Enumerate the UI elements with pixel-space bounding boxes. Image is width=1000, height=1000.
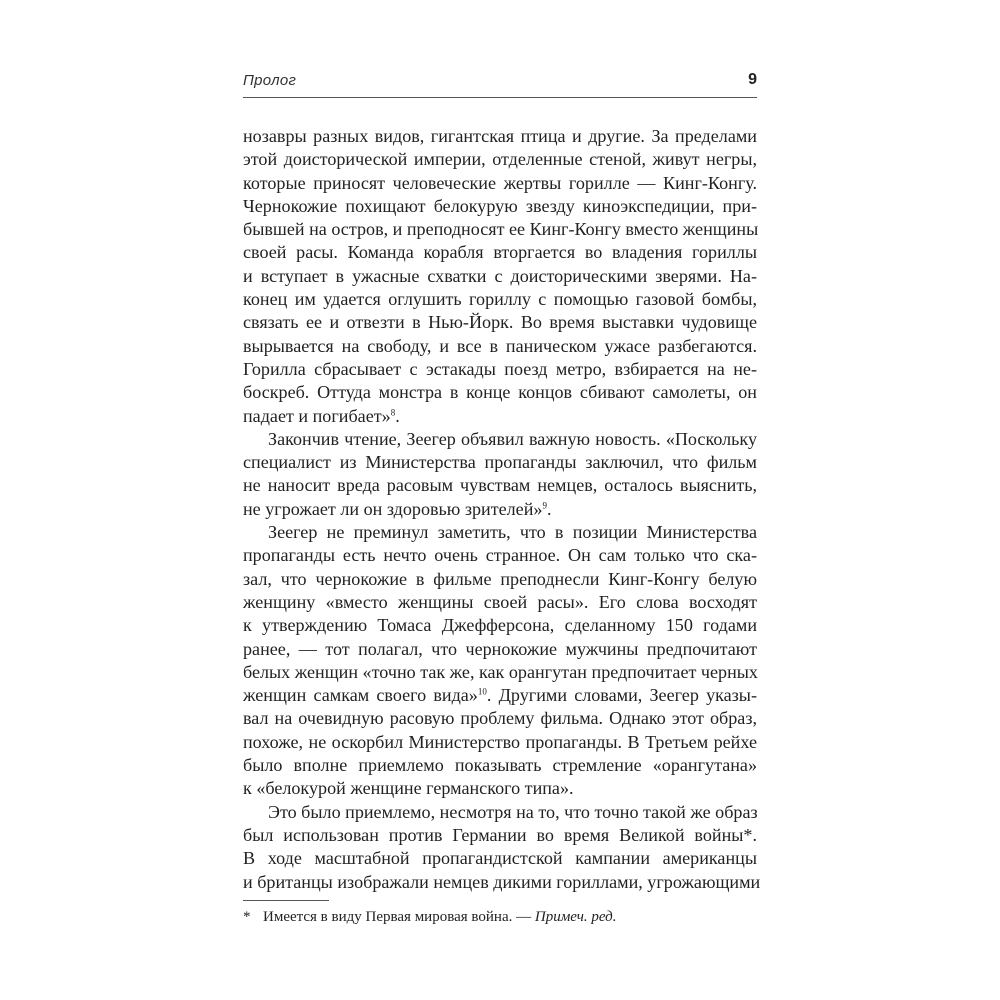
line-text: . Другими словами, Зеегер указы- [486, 685, 757, 706]
text-line: белых женщин «точно так же, как орангутан предпочитает черных [243, 661, 758, 682]
text-line: специалист из Министерства пропаганды заключил, что фильм [243, 452, 757, 473]
page-number: 9 [748, 71, 757, 88]
footnote [243, 908, 757, 927]
text-line: было вполне приемлемо показывать стремление «орангутана» [243, 755, 757, 776]
text-line: не наносит вреда расовым чувствам немцев, осталось выяснить, [243, 475, 757, 496]
text-line: к «белокурой женщине германского типа». [243, 778, 574, 799]
line-text: не угрожает ли он здоровью зрителей» [243, 498, 543, 519]
line-text: женщин самкам своего вида» [243, 685, 478, 706]
text-line: к утверждению Томаса Джефферсона, сделанному 150 годами [243, 615, 757, 636]
text-line: и британцы изображали немцев дикими гориллами, угрожающими [243, 871, 761, 892]
line-text: . [546, 498, 552, 519]
footnote-ref: 10 [477, 686, 487, 697]
text-line: ранее, — тот полагал, что чернокожие мужчины предпочитают [243, 638, 757, 659]
text-line: был использован против Германии во время Великой войны*. [243, 824, 757, 845]
footnote-ref: 8 [390, 407, 396, 418]
footnote-text: Имеется в виду Первая мировая война. — [263, 909, 535, 925]
text-line: бывшей на остров, и преподносят ее Кинг-Конгу вместо женщины [243, 219, 759, 240]
footnote-mark: * [243, 909, 251, 925]
paragraph-2 [243, 428, 757, 521]
footnote-divider [243, 900, 329, 901]
body-text [243, 125, 761, 894]
header-divider [243, 97, 757, 98]
paragraph-1 [243, 125, 757, 428]
paragraph-4 [243, 801, 761, 894]
line-text: падает и погибает» [243, 405, 391, 426]
text-line [243, 498, 757, 521]
running-head [243, 72, 757, 94]
editor-note: Примеч. ред. [534, 909, 617, 925]
text-line: похоже, не оскорбил Министерство пропаганды. В Третьем рейхе [243, 731, 757, 752]
text-line: этой доисторической империи, отделенные стеной, живут негры, [243, 149, 757, 170]
text-line: женщину «вместо женщины своей расы». Его слова восходят [243, 591, 757, 612]
text-line: Это было приемлемо, несмотря на то, что точно такой же образ [268, 801, 758, 822]
paragraph-3 [243, 521, 757, 801]
text-line: Зеегер не преминул заметить, что в позиции Министерства [268, 522, 757, 543]
footnote-ref: 9 [542, 500, 547, 511]
line-text: . [395, 405, 400, 426]
text-line: В ходе масштабной пропагандистской кампании американцы [243, 848, 757, 869]
text-line: связать ее и отвезти в Нью-Йорк. Во время выставки чудовище [243, 312, 757, 333]
text-line [243, 684, 757, 707]
text-line: своей расы. Команда корабля вторгается во владения гориллы [243, 242, 757, 263]
text-line: зал, что чернокожие в фильме преподнесли Кинг-Конгу белую [243, 568, 757, 589]
text-line: Горилла сбрасывает с эстакады поезд метро, взбирается на не- [243, 358, 757, 379]
text-line: которые приносят человеческие жертвы горилле — Кинг-Конгу. [243, 172, 757, 193]
book-page [243, 0, 761, 1000]
text-line: Чернокожие похищают белокурую звезду киноэкспедиции, при- [243, 195, 757, 216]
text-line [243, 405, 757, 428]
text-line: вырывается на свободу, и все в паническом ужасе разбегаются. [243, 335, 757, 356]
text-line: и вступает в ужасные схватки с доисторическими зверями. На- [243, 265, 757, 286]
chapter-title: Пролог [243, 72, 297, 89]
text-line: Закончив чтение, Зеегер объявил важную новость. «Поскольку [268, 428, 757, 449]
text-line: вал на очевидную расовую проблему фильма. Однако этот образ, [243, 708, 757, 729]
text-line: пропаганды есть нечто очень странное. Он сам только что ска- [243, 545, 757, 566]
text-line: боскреб. Оттуда монстра в конце концов сбивают самолеты, он [243, 382, 757, 403]
text-line: конец им удается оглушить гориллу с помощью газовой бомбы, [243, 289, 757, 310]
text-line: нозавры разных видов, гигантская птица и другие. За пределами [243, 126, 757, 146]
